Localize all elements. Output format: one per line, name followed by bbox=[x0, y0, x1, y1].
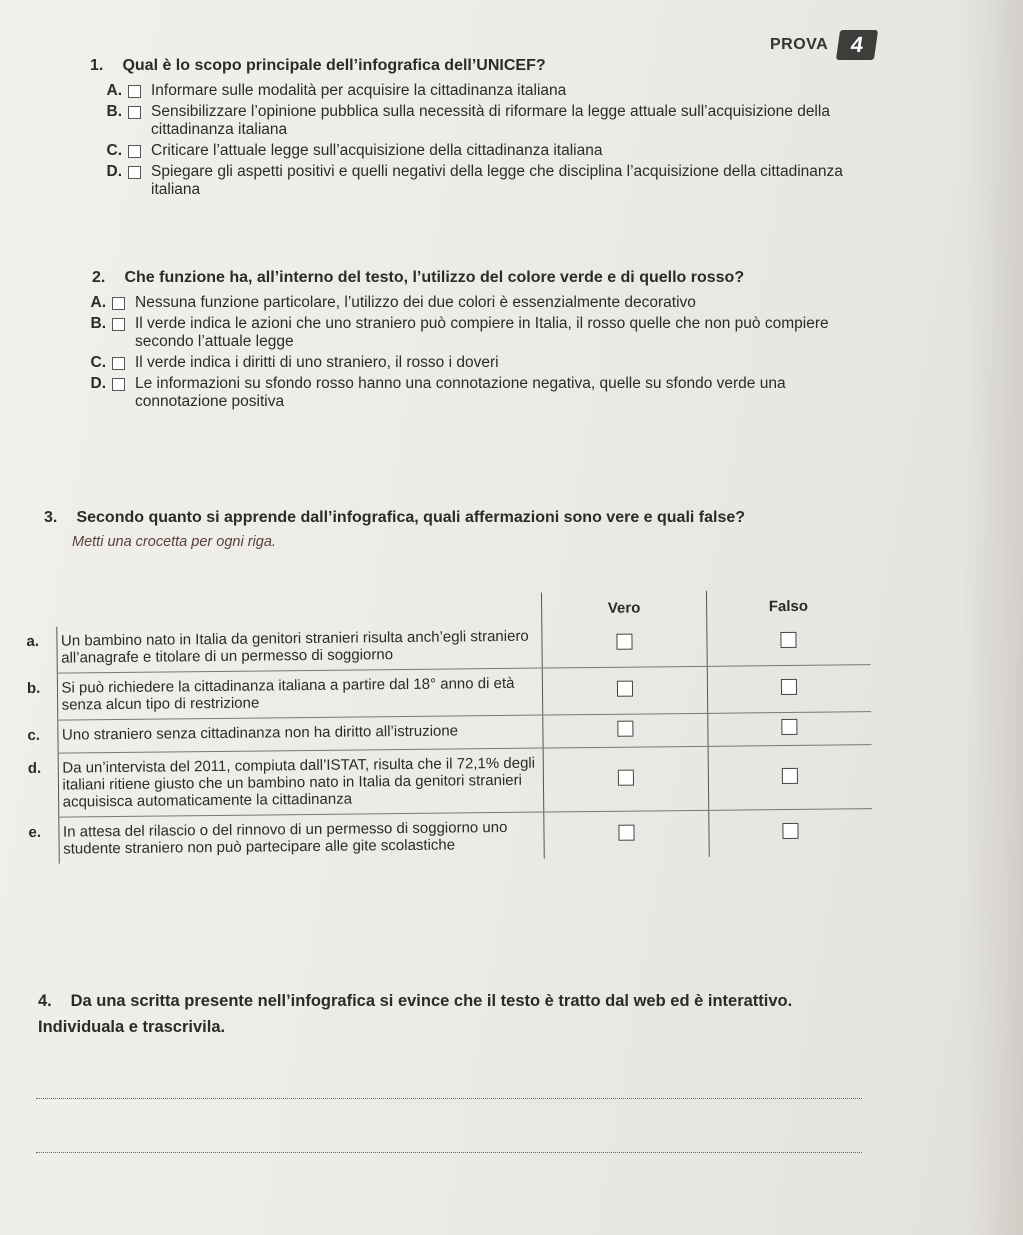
answer-line[interactable] bbox=[36, 1098, 862, 1099]
table-row: a. Un bambino nato in Italia da genitori stranieri risulta anch’egli straniero all’anagrafe e titolare di un permesso di soggiorno bbox=[22, 618, 870, 673]
question-3 bbox=[44, 508, 874, 550]
question-text: Che funzione ha, all’interno del testo, l’utilizzo del colore verde e di quello rosso? bbox=[124, 269, 745, 286]
false-checkbox[interactable] bbox=[781, 632, 797, 648]
answer-line[interactable] bbox=[36, 1152, 862, 1153]
true-checkbox[interactable] bbox=[617, 721, 633, 737]
table-row: d. Da un’intervista del 2011, compiuta dall’ISTAT, risulta che il 72,1% degli italiani ritiene giusto che un bambino nato in Italia da genitori stranieri acquisisca automaticamente la cittadinanza bbox=[24, 745, 873, 818]
false-checkbox[interactable] bbox=[782, 719, 798, 735]
table-row: c. Uno straniero senza cittadinanza non ha diritto all’istruzione bbox=[23, 712, 871, 754]
table-row: b. Si può richiedere la cittadinanza italiana a partire dal 18° anno di età senza alcun tipo di restrizione bbox=[23, 665, 871, 721]
options-list bbox=[96, 82, 880, 199]
true-checkbox[interactable] bbox=[617, 681, 633, 697]
test-number-badge: 4 bbox=[836, 30, 878, 60]
option-b[interactable]: B. Il verde indica le azioni che uno straniero può compiere in Italia, il rosso quelle che non può compiere secondo l’attuale legge bbox=[90, 315, 829, 350]
question-number: 3. bbox=[44, 509, 58, 526]
table-row: e. In attesa del rilascio o del rinnovo di un permesso di soggiorno uno studente straniero non può partecipare alle gite scolastiche bbox=[24, 809, 872, 864]
options-list bbox=[80, 294, 882, 411]
false-checkbox[interactable] bbox=[782, 767, 798, 783]
question-text: Secondo quanto si apprende dall’infografica, quali affermazioni sono vere e quali false? bbox=[76, 509, 746, 526]
column-false-header: Falso bbox=[768, 597, 809, 616]
checkbox[interactable] bbox=[112, 297, 125, 310]
option-b[interactable]: B. Sensibilizzare l’opinione pubblica sulla necessità di riformare la legge attuale sull’acquisizione della cittadinanza italiana bbox=[106, 103, 830, 138]
checkbox[interactable] bbox=[112, 318, 125, 331]
checkbox[interactable] bbox=[128, 166, 141, 179]
question-text: Qual è lo scopo principale dell’infografica dell’UNICEF? bbox=[122, 57, 546, 74]
option-a[interactable]: A. Informare sulle modalità per acquisire la cittadinanza italiana bbox=[106, 82, 567, 99]
option-d[interactable]: D. Le informazioni su sfondo rosso hanno una connotazione negativa, quelle su sfondo verde una connotazione positiva bbox=[90, 375, 786, 410]
column-true-header: Vero bbox=[542, 591, 707, 622]
page-shadow bbox=[963, 0, 1023, 1235]
question-1 bbox=[90, 56, 880, 199]
true-checkbox[interactable] bbox=[618, 825, 634, 841]
question-number: 2. bbox=[92, 269, 106, 286]
option-a[interactable]: A. Nessuna funzione particolare, l’utilizzo dei due colori è essenzialmente decorativo bbox=[90, 294, 696, 311]
checkbox[interactable] bbox=[112, 357, 125, 370]
checkbox[interactable] bbox=[128, 145, 141, 158]
checkbox[interactable] bbox=[128, 85, 141, 98]
checkbox[interactable] bbox=[128, 106, 141, 119]
option-c[interactable]: C. Il verde indica i diritti di uno straniero, il rosso i doveri bbox=[90, 354, 499, 371]
true-checkbox[interactable] bbox=[616, 634, 632, 650]
false-checkbox[interactable] bbox=[781, 679, 797, 695]
false-checkbox[interactable] bbox=[783, 823, 799, 839]
option-c[interactable]: C. Criticare l’attuale legge sull’acquisizione della cittadinanza italiana bbox=[106, 142, 603, 159]
true-false-table bbox=[22, 589, 873, 864]
test-label: PROVA bbox=[770, 36, 829, 53]
question-2 bbox=[92, 268, 882, 411]
true-checkbox[interactable] bbox=[618, 769, 634, 785]
checkbox[interactable] bbox=[112, 378, 125, 391]
question-number: 4. bbox=[38, 992, 52, 1010]
instruction-text: Metti una crocetta per ogni riga. bbox=[72, 534, 276, 550]
question-number: 1. bbox=[90, 57, 104, 74]
question-4 bbox=[38, 988, 868, 1040]
option-d[interactable]: D. Spiegare gli aspetti positivi e quelli negativi della legge che disciplina l’acquisizione della cittadinanza italiana bbox=[106, 163, 843, 198]
question-text: Da una scritta presente nell’infografica si evince che il testo è tratto dal web ed è interattivo. Individuala e trascrivila. bbox=[38, 992, 793, 1036]
